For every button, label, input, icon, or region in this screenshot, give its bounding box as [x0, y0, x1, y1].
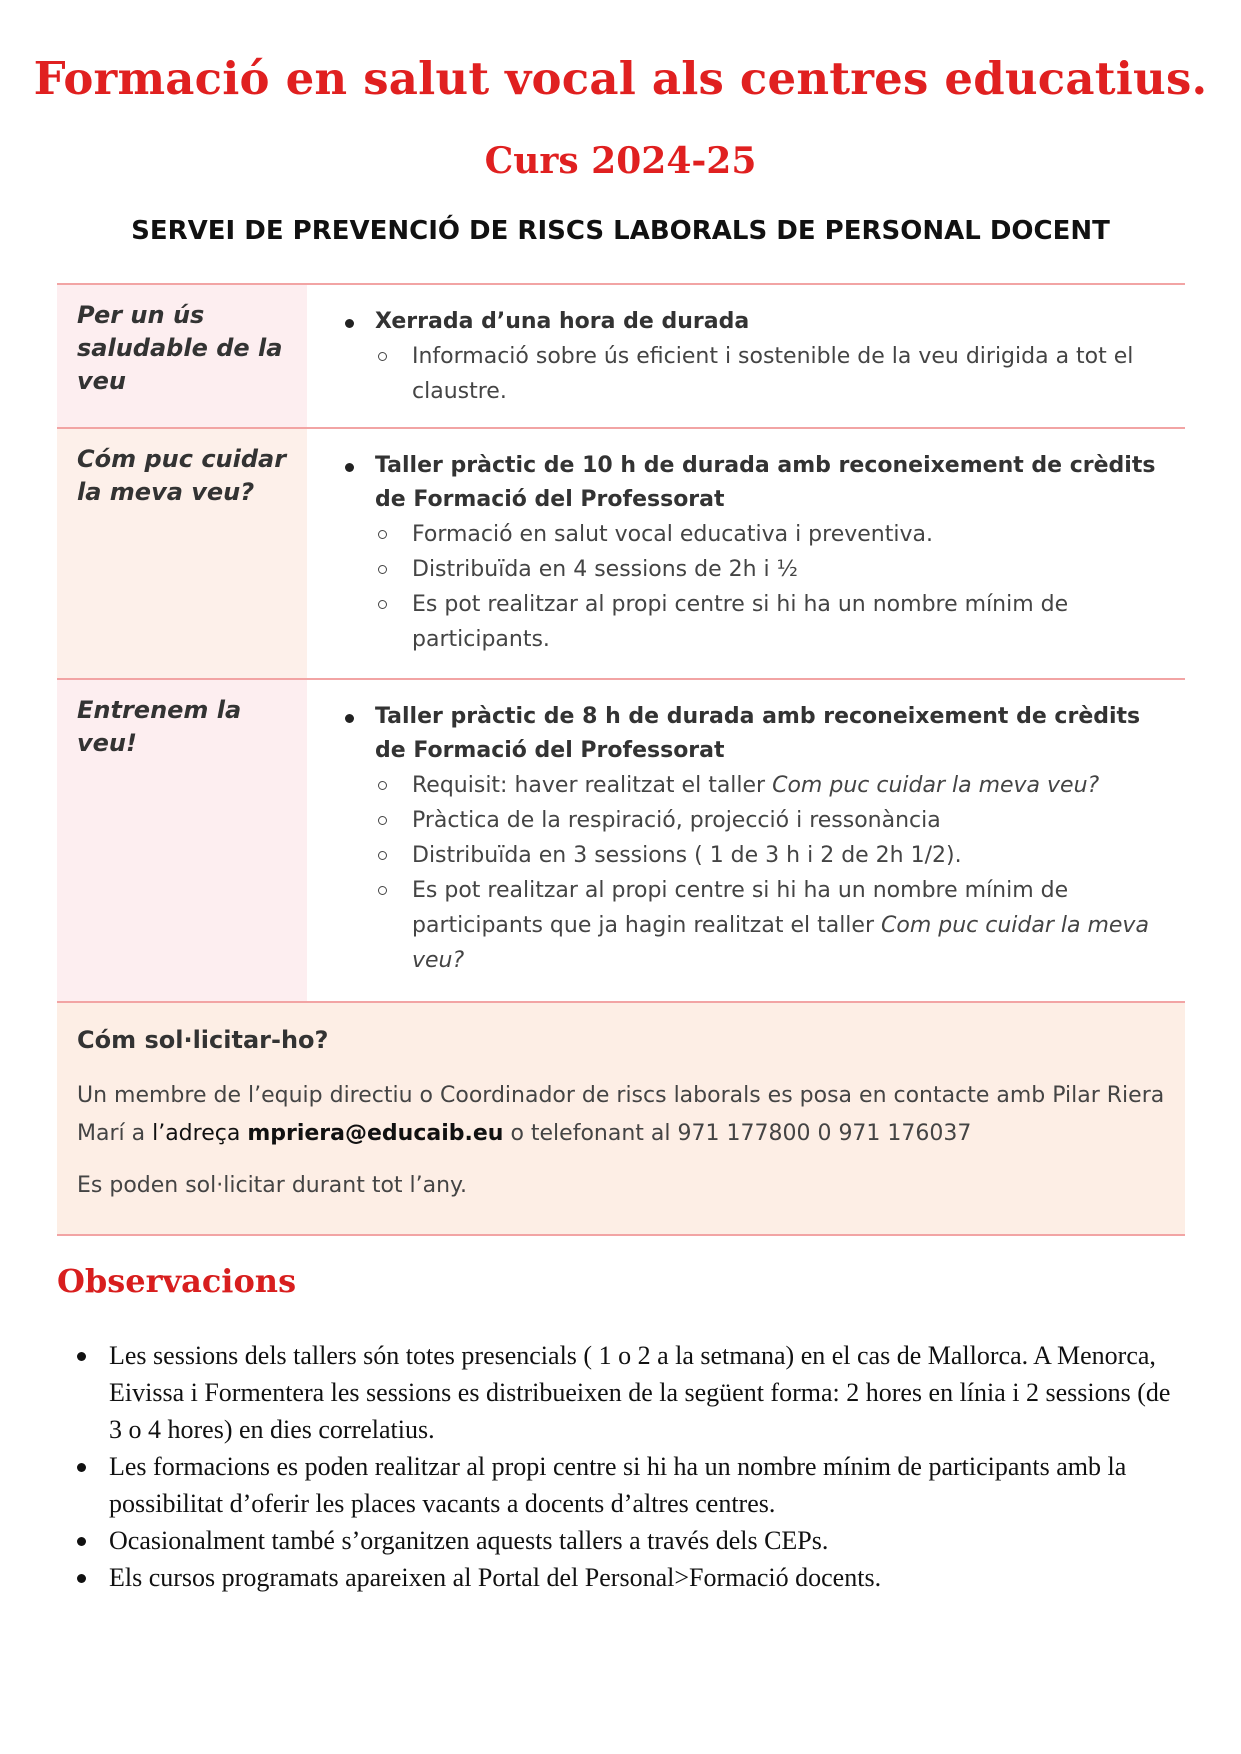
- main-item: [337, 449, 1165, 517]
- sub-item: Es pot realitzar al propi centre si hi ha un nombre mínim de participants que ja hagin realitzat el taller Com puc cuidar la meva veu?: [412, 873, 1165, 978]
- observations-title: Observacions: [57, 1262, 297, 1300]
- bullet-icon: [77, 1574, 86, 1583]
- row-label: Per un ús saludable de la veu: [57, 285, 307, 427]
- sub-item: Informació sobre ús eficient i sostenible de la veu dirigida a tot el claustre.: [412, 339, 1165, 409]
- row-label: Entrenem la veu!: [57, 680, 307, 1006]
- bullet-icon: [345, 319, 354, 328]
- row-content: [307, 285, 1185, 427]
- sub-item: Distribuïda en 4 sessions de 2h i ½: [412, 552, 1165, 587]
- training-table: [57, 283, 1185, 1006]
- sub-item: Requisit: haver realitzat el taller Com puc cuidar la meva veu?: [412, 768, 1165, 803]
- circle-bullet-icon: [378, 600, 387, 609]
- table-row: [57, 283, 1185, 427]
- circle-bullet-icon: [378, 816, 387, 825]
- row-content: [307, 429, 1185, 678]
- sub-item: Formació en salut vocal educativa i preventiva.: [412, 517, 1165, 552]
- list-item: Les sessions dels tallers són totes presencials ( 1 o 2 a la setmana) en el cas de Mallorca. A Menorca, Eivissa i Formentera les sessions es distribueixen de la següent forma: 2 hores en línia i 2 sessions (de 3 o 4 hores) en dies correlatius.: [57, 1337, 1185, 1448]
- circle-bullet-icon: [378, 530, 387, 539]
- request-section: [57, 1001, 1185, 1236]
- table-row: [57, 427, 1185, 678]
- circle-bullet-icon: [378, 565, 387, 574]
- sub-list: [337, 768, 1165, 978]
- bullet-icon: [345, 714, 354, 723]
- list-item: Els cursos programats apareixen al Portal del Personal>Formació docents.: [57, 1559, 1185, 1596]
- document-title: Formació en salut vocal als centres educatius.: [33, 52, 1208, 105]
- sub-list: [337, 517, 1165, 657]
- sub-item: Pràctica de la respiració, projecció i ressonància: [412, 803, 1165, 838]
- row-label: Cóm puc cuidar la meva veu?: [57, 429, 307, 678]
- main-item-text: Taller pràctic de 8 h de durada amb reconeixement de crèdits de Formació del Professorat: [375, 704, 1141, 763]
- course-year: Curs 2024-25: [484, 140, 757, 182]
- service-name: SERVEI DE PREVENCIÓ DE RISCS LABORALS DE PERSONAL DOCENT: [131, 216, 1110, 246]
- list-item: Ocasionalment també s’organitzen aquests tallers a través dels CEPs.: [57, 1522, 1185, 1559]
- sub-item: Es pot realitzar al propi centre si hi ha un nombre mínim de participants.: [412, 587, 1165, 657]
- request-contact-text: Un membre de l’equip directiu o Coordinador de riscs laborals es posa en contacte amb Pilar Riera Marí a l’adreça mpriera@educaib.eu o telefonant al 971 177800 0 971 176037: [77, 1083, 1165, 1146]
- sub-list: [337, 339, 1165, 409]
- bullet-icon: [77, 1352, 86, 1361]
- row-content: [307, 680, 1185, 1006]
- bullet-icon: [345, 463, 354, 472]
- main-item-text: Xerrada d’una hora de durada: [375, 309, 750, 334]
- request-note: Es poden sol·licitar durant tot l’any.: [77, 1173, 467, 1198]
- table-row: [57, 678, 1185, 1006]
- contact-email[interactable]: mpriera@educaib.eu: [247, 1121, 504, 1146]
- request-question: Cóm sol·licitar-ho?: [77, 1026, 329, 1054]
- circle-bullet-icon: [378, 352, 387, 361]
- bullet-icon: [77, 1463, 86, 1472]
- circle-bullet-icon: [378, 851, 387, 860]
- observations-list: [57, 1337, 1185, 1596]
- main-item-text: Taller pràctic de 10 h de durada amb reconeixement de crèdits de Formació del Professorat: [375, 453, 1156, 512]
- list-item: Les formacions es poden realitzar al propi centre si hi ha un nombre mínim de participants amb la possibilitat d’oferir les places vacants a docents d’altres centres.: [57, 1448, 1185, 1522]
- sub-item: Distribuïda en 3 sessions ( 1 de 3 h i 2 de 2h 1/2).: [412, 838, 1165, 873]
- main-item: [337, 700, 1165, 768]
- circle-bullet-icon: [378, 781, 387, 790]
- main-item: [337, 305, 1165, 339]
- circle-bullet-icon: [378, 886, 387, 895]
- bullet-icon: [77, 1537, 86, 1546]
